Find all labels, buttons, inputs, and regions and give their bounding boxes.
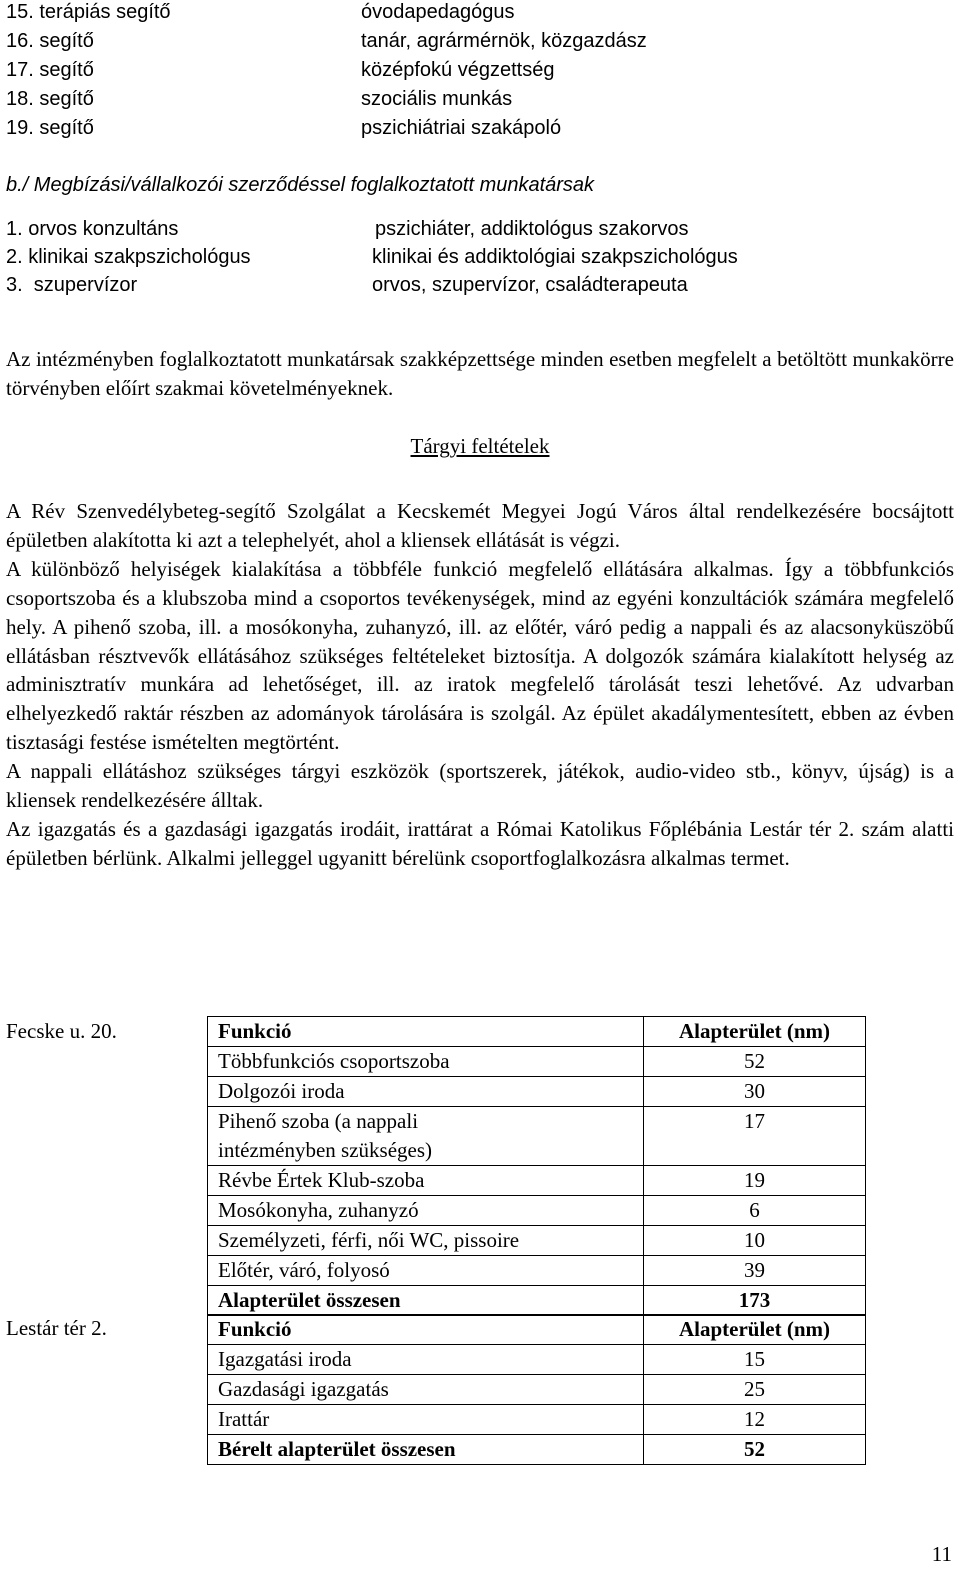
column-header-function: Funkció xyxy=(208,1315,644,1345)
staff-role: 19. segítő xyxy=(6,117,94,139)
cell-function: Személyzeti, férfi, női WC, pissoire xyxy=(208,1226,644,1256)
staff-qualification: szociális munkás xyxy=(361,88,513,110)
contract-role: 3. szupervízor xyxy=(6,274,138,296)
paragraph: A különböző helyiségek kialakítása a többféle funkció megfelelő ellátására alkalmas. Így a többfunkciós csoportszoba és a klubszoba mind a csoportos tevékenységek, mind az egyéni konzultációk számára megfelelő hely. A pihenő szoba, ill. a mosókonyha, zuhanyzó, ill. az előtér, váró pedig a nappali és az alacsonyküszöbű ellátásban résztvevők ellátásához szükséges feltételeket biztosítja. A dolgozók számára kialakított helység az adminisztratív munkára ad lehetőséget, ill. az iratok megfelelő tárolását teszi lehetővé. Az udvarban elhelyezkedő raktár részben az adományok tárolására is szolgál. Az épület akadálymentesített, ebben az évben tisztasági festése ismételten megtörtént. xyxy=(6,556,954,755)
table-header-row xyxy=(208,1017,866,1047)
table-row xyxy=(208,1107,866,1166)
cell-area: 10 xyxy=(644,1226,866,1256)
contract-qualification: klinikai és addiktológiai szakpszichológus xyxy=(372,246,738,268)
staff-role: 16. segítő xyxy=(6,30,94,52)
staff-qualification: középfokú végzettség xyxy=(361,59,555,81)
table-row xyxy=(208,1047,866,1077)
qualification-note-text: Az intézményben foglalkoztatott munkatársak szakképzettsége minden esetben megfelelt a betöltött munkakörre törvényben előírt szakmai követelményeknek. xyxy=(6,347,954,400)
cell-function: Előtér, váró, folyosó xyxy=(208,1256,644,1286)
staff-qualification: óvodapedagógus xyxy=(361,1,515,23)
table-row xyxy=(208,1256,866,1286)
cell-area: 30 xyxy=(644,1077,866,1107)
cell-area: 39 xyxy=(644,1256,866,1286)
contract-qualification: orvos, szupervízor, családterapeuta xyxy=(372,274,688,296)
cell-area: 52 xyxy=(644,1047,866,1077)
contract-row xyxy=(6,243,738,271)
page-number: 11 xyxy=(931,1542,952,1566)
total-area: 173 xyxy=(644,1286,866,1316)
staff-role: 18. segítő xyxy=(6,88,94,110)
cell-area: 6 xyxy=(644,1196,866,1226)
paragraph: Az igazgatás és a gazdasági igazgatás irodáit, irattárat a Római Katolikus Főplébánia Lestár tér 2. szám alatti épületben bérlünk. Alkalmi jelleggel ugyanitt bérelünk csoportfoglalkozásra alkalmas termet. xyxy=(6,816,954,870)
cell-function: Gazdasági igazgatás xyxy=(208,1375,644,1405)
location-label-lestar: Lestár tér 2. xyxy=(6,1316,107,1340)
cell-area: 17 xyxy=(644,1107,866,1166)
body-text xyxy=(6,497,954,873)
staff-qualification: tanár, agrármérnök, közgazdász xyxy=(361,30,647,52)
cell-function: Többfunkciós csoportszoba xyxy=(208,1047,644,1077)
staff-row xyxy=(6,0,515,26)
staff-row xyxy=(6,27,647,55)
cell-area: 25 xyxy=(644,1375,866,1405)
cell-function: Pihenő szoba (a nappali intézményben szükséges) xyxy=(208,1107,644,1166)
area-table-fecske xyxy=(207,1016,866,1316)
table-row xyxy=(208,1077,866,1107)
table-row xyxy=(208,1196,866,1226)
contract-role: 1. orvos konzultáns xyxy=(6,218,179,240)
cell-function: Dolgozói iroda xyxy=(208,1077,644,1107)
paragraph: A nappali ellátáshoz szükséges tárgyi eszközök (sportszerek, játékok, audio-video stb., könyv, újság) is a kliensek rendelkezésére álltak. xyxy=(6,759,954,813)
table-row xyxy=(208,1375,866,1405)
cell-area: 15 xyxy=(644,1345,866,1375)
table-row xyxy=(208,1226,866,1256)
contract-qualification: pszichiáter, addiktológus szakorvos xyxy=(375,218,689,240)
contract-row xyxy=(6,215,689,243)
contract-role: 2. klinikai szakpszichológus xyxy=(6,246,251,268)
staff-row xyxy=(6,114,562,142)
section-heading: Tárgyi feltételek xyxy=(410,434,550,458)
qualification-note xyxy=(6,345,954,403)
location-label-fecske: Fecske u. 20. xyxy=(6,1019,117,1043)
paragraph: A Rév Szenvedélybeteg-segítő Szolgálat a Kecskemét Megyei Jogú Város által rendelkezésére bocsájtott épületben alakította ki azt a telephelyét, ahol a kliensek ellátását is végzi. xyxy=(6,499,954,552)
cell-function: Irattár xyxy=(208,1405,644,1435)
contract-row xyxy=(6,271,688,299)
total-area: 52 xyxy=(644,1435,866,1465)
cell-function: Mosókonyha, zuhanyzó xyxy=(208,1196,644,1226)
area-table-lestar xyxy=(207,1314,866,1465)
column-header-area: Alapterület (nm) xyxy=(644,1315,866,1345)
column-header-function: Funkció xyxy=(208,1017,644,1047)
staff-role: 15. terápiás segítő xyxy=(6,1,171,23)
cell-function: Igazgatási iroda xyxy=(208,1345,644,1375)
table-row xyxy=(208,1166,866,1196)
staff-qualification: pszichiátriai szakápoló xyxy=(361,117,562,139)
table-header-row xyxy=(208,1315,866,1345)
cell-area: 19 xyxy=(644,1166,866,1196)
staff-role: 17. segítő xyxy=(6,59,94,81)
table-total-row xyxy=(208,1286,866,1316)
section-b-title: b./ Megbízási/vállalkozói szerződéssel foglalkoztatott munkatársak xyxy=(6,174,595,196)
table-row xyxy=(208,1405,866,1435)
total-label: Alapterület összesen xyxy=(208,1286,644,1316)
table-total-row xyxy=(208,1435,866,1465)
staff-row xyxy=(6,85,513,113)
total-label: Bérelt alapterület összesen xyxy=(208,1435,644,1465)
column-header-area: Alapterület (nm) xyxy=(644,1017,866,1047)
cell-function: Révbe Értek Klub-szoba xyxy=(208,1166,644,1196)
cell-area: 12 xyxy=(644,1405,866,1435)
staff-row xyxy=(6,56,555,84)
table-row xyxy=(208,1345,866,1375)
